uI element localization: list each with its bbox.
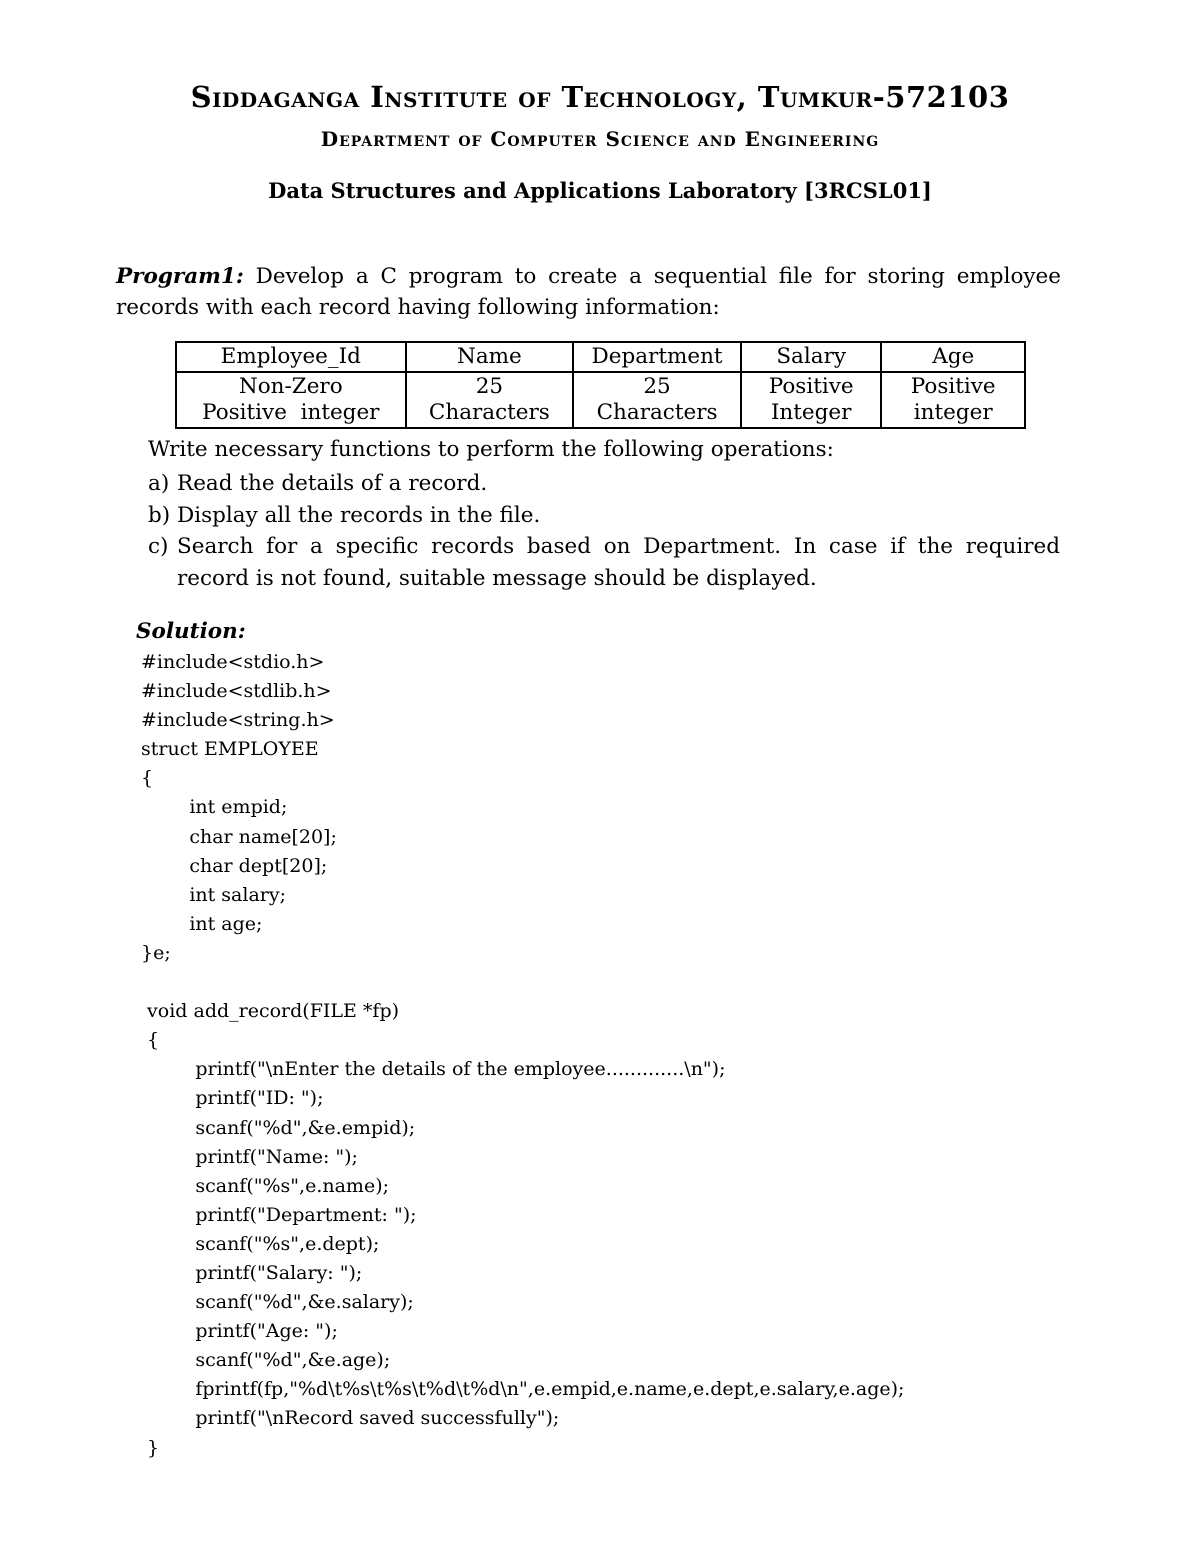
code-line: printf("Age: "); [141, 1320, 338, 1343]
code-line: fprintf(fp,"%d\t%s\t%s\t%d\t%d\n",e.empid,e.name,e.dept,e.salary,e.age); [141, 1378, 905, 1401]
table-header-cell: Age [881, 342, 1025, 372]
list-item [148, 468, 1060, 500]
table-header-cell: Name [406, 342, 574, 372]
list-item-text: Display all the records in the file. [177, 502, 541, 528]
cell-line: Positive integer [202, 400, 380, 425]
list-item-text: Search for a specific records based on Department. In case if the required record is not found, suitable message should be displayed. [177, 534, 1060, 591]
code-line: { [141, 767, 154, 790]
table-header-cell: Salary [741, 342, 882, 372]
table-header-cell: Department [573, 342, 741, 372]
code-line: char name[20]; [141, 825, 337, 848]
code-line: printf("Department: "); [141, 1203, 417, 1226]
table-header-cell: Employee_Id [176, 342, 406, 372]
employee-fields-table [175, 341, 1026, 429]
institute-title: Siddaganga Institute of Technology, Tumkur-572103 [190, 80, 1010, 114]
list-marker: a) [148, 471, 170, 496]
program-label: Program1: [116, 264, 244, 289]
code-line: #include<string.h> [141, 709, 335, 732]
list-item-text: Read the details of a record. [177, 471, 488, 496]
code-line: printf("Salary: "); [141, 1261, 363, 1284]
code-line: printf("\nEnter the details of the employee.............\n"); [141, 1058, 726, 1081]
table-row [176, 372, 1025, 428]
code-line: }e; [141, 941, 171, 964]
table-cell [406, 372, 574, 428]
cell-line: 25 [643, 374, 671, 399]
list-item [148, 531, 1060, 594]
code-line: #include<stdio.h> [141, 651, 325, 673]
table-cell [573, 372, 741, 428]
cell-line: Characters [428, 400, 550, 425]
code-line: { [141, 1029, 160, 1052]
cell-line: Characters [596, 400, 718, 425]
lab-title: Data Structures and Applications Laboratory [3RCSL01] [268, 178, 932, 203]
list-marker: c) [148, 534, 169, 559]
code-line: printf("\nRecord saved successfully"); [141, 1407, 560, 1430]
code-line: scanf("%d",&e.empid); [141, 1116, 416, 1139]
operations-intro: Write necessary functions to perform the following operations: [148, 437, 834, 462]
code-line: struct EMPLOYEE [141, 738, 319, 761]
table-header-row [176, 342, 1025, 372]
cell-line: Positive [768, 374, 854, 399]
code-line: int empid; [141, 796, 288, 819]
cell-line: Non-Zero [238, 374, 343, 399]
problem-statement [116, 261, 1061, 323]
code-line: printf("Name: "); [141, 1145, 358, 1168]
solution-label: Solution: [136, 619, 246, 644]
code-line: char dept[20]; [141, 854, 328, 877]
cell-line: integer [913, 400, 993, 425]
operations-section [148, 434, 1060, 594]
code-line: printf("ID: "); [141, 1087, 324, 1110]
cell-line: Positive [910, 374, 996, 399]
list-item [148, 500, 1060, 532]
code-line: int salary; [141, 883, 287, 906]
department-title: Department of Computer Science and Engineering [320, 127, 880, 151]
cell-line: 25 [475, 374, 504, 399]
code-line: scanf("%s",e.dept); [141, 1232, 380, 1255]
code-line: void add_record(FILE *fp) [141, 1000, 400, 1023]
cell-line: Integer [770, 400, 852, 425]
code-block [141, 648, 904, 1463]
table-cell [881, 372, 1025, 428]
code-line: scanf("%d",&e.salary); [141, 1291, 414, 1314]
code-line: #include<stdlib.h> [141, 680, 332, 703]
code-line: int age; [141, 912, 263, 935]
table-cell [176, 372, 406, 428]
list-marker: b) [148, 502, 171, 528]
table-cell [741, 372, 882, 428]
code-line: } [141, 1436, 160, 1459]
code-line: scanf("%s",e.name); [141, 1174, 390, 1197]
problem-text: Develop a C program to create a sequential file for storing employee records with each record having following information: [116, 264, 1061, 320]
code-line [141, 968, 904, 997]
code-line: scanf("%d",&e.age); [141, 1349, 391, 1372]
operations-list [148, 468, 1060, 594]
